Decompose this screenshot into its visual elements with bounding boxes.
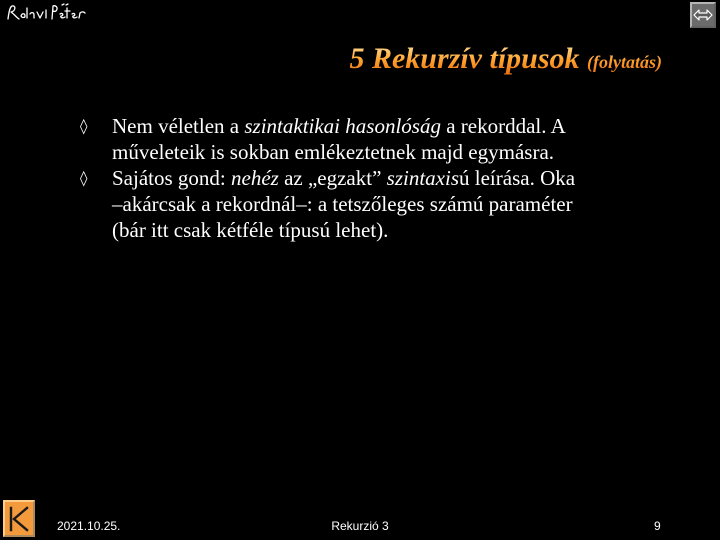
double-arrow-icon — [693, 8, 713, 22]
title-main: 5 Rekurzív típusok — [349, 42, 580, 75]
bullet-text: ú leírása. Oka — [459, 166, 576, 190]
bullet-item — [80, 113, 700, 165]
footer-title: Rekurzió 3 — [331, 519, 389, 533]
bullet-text: (bár itt csak kétféle típusú lehet). — [112, 218, 389, 242]
page-number: 9 — [654, 519, 661, 533]
title-sub: (folytatás) — [587, 52, 662, 72]
slide-title — [0, 42, 662, 76]
bullet-text: műveleteik is sokban emlékeztetnek majd egymásra. — [112, 140, 555, 164]
first-slide-icon — [7, 505, 31, 533]
emphasis-text: szintaxis — [386, 166, 460, 190]
bullet-line — [112, 191, 700, 217]
bullet-text: Sajátos gond: — [112, 166, 231, 190]
bullet-item — [80, 165, 700, 243]
bullet-marker-icon: ◊ — [80, 169, 88, 187]
nav-button[interactable] — [690, 2, 716, 28]
bullet-text: –akárcsak a rekordnál–: a tetszőleges számú paraméter — [112, 192, 573, 216]
signature-icon — [4, 2, 94, 24]
bullet-line — [112, 113, 700, 139]
bullet-text: a rekorddal. A — [440, 114, 566, 138]
emphasis-text: nehéz — [231, 166, 279, 190]
footer-date: 2021.10.25. — [57, 519, 121, 533]
bullet-line — [112, 217, 700, 243]
bullet-list — [80, 113, 700, 243]
emphasis-text: szintaktikai hasonlóság — [244, 114, 441, 138]
bullet-text: Nem véletlen a — [112, 114, 245, 138]
bullet-marker-icon: ◊ — [80, 117, 88, 135]
bullet-line — [112, 165, 700, 191]
bullet-line — [112, 139, 700, 165]
first-slide-button[interactable] — [3, 500, 35, 537]
bullet-text: az „egzakt” — [278, 166, 387, 190]
